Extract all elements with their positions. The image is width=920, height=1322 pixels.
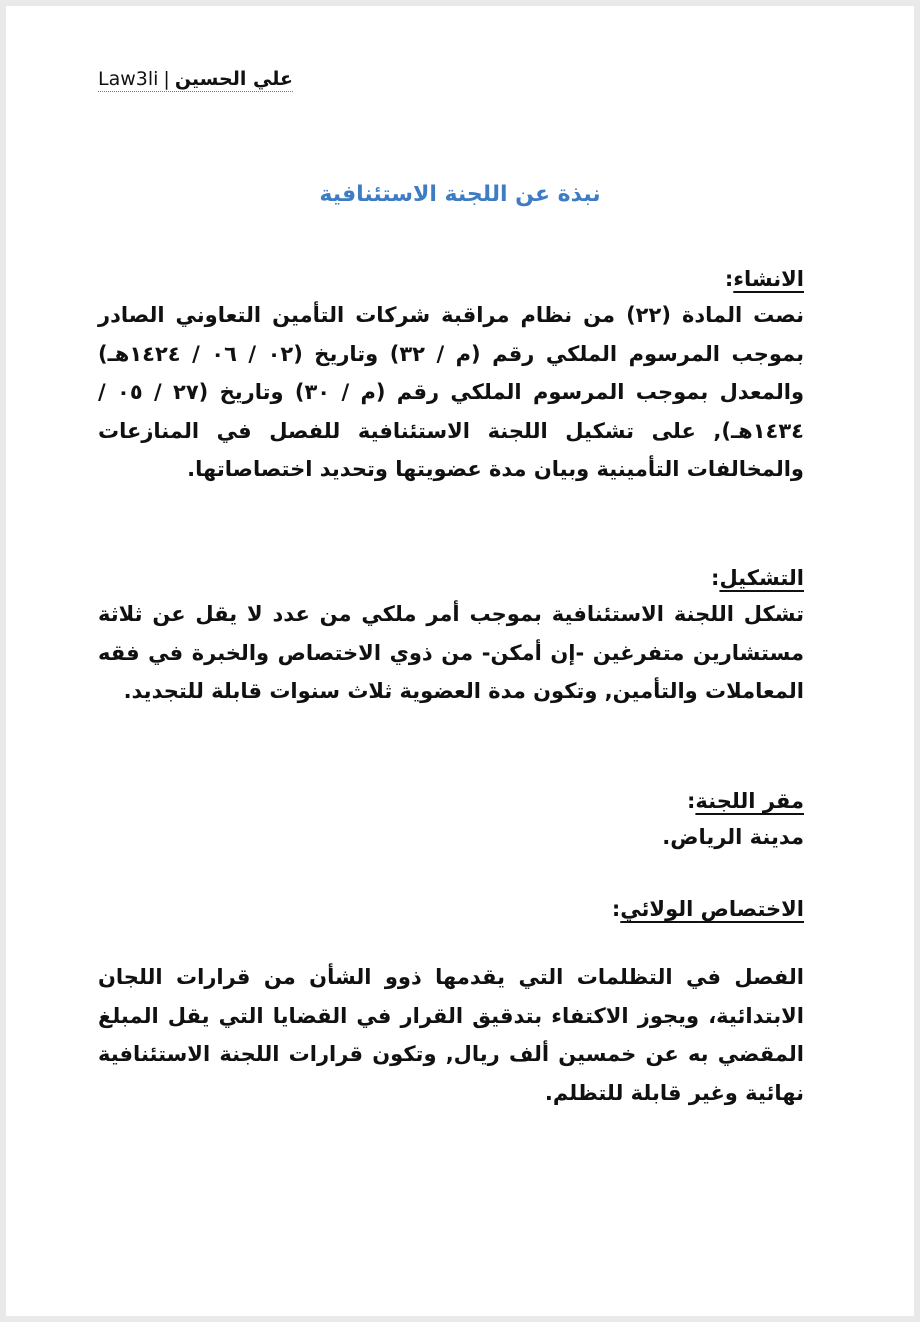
heading-colon: : bbox=[711, 566, 720, 590]
spacer bbox=[98, 926, 804, 958]
author-name: علي الحسين bbox=[174, 68, 293, 90]
section-heading bbox=[98, 561, 804, 595]
section-body: الفصل في التظلمات التي يقدمها ذوو الشأن من قرارات اللجان الابتدائية، ويجوز الاكتفاء بتدقيق القرار في القضايا التي يقل المبلغ المقضي به عن خمسين ألف ريال, وتكون قرارات اللجنة الاستئنافية نهائية وغير قابلة للتظلم. bbox=[98, 965, 804, 1105]
section-heading-text: التشكيل bbox=[719, 566, 804, 590]
heading-colon: : bbox=[687, 789, 696, 813]
section-heading-text: الاختصاص الولائي bbox=[620, 897, 804, 921]
brand-name: Law3li bbox=[98, 68, 159, 90]
section-heading bbox=[98, 784, 804, 818]
section-body: تشكل اللجنة الاستئنافية بموجب أمر ملكي من عدد لا يقل عن ثلاثة مستشارين متفرغين -إن أمكن- من ذوي الاختصاص والخبرة في فقه المعاملات والتأمين, وتكون مدة العضوية ثلاث سنوات قابلة للتجديد. bbox=[98, 602, 804, 703]
section-heading bbox=[98, 262, 804, 296]
section-heading-text: الانشاء bbox=[733, 267, 804, 291]
section-body: مدينة الرياض. bbox=[662, 825, 804, 849]
document-title: نبذة عن اللجنة الاستئنافية bbox=[319, 182, 601, 207]
heading-colon: : bbox=[724, 267, 734, 291]
section-heading bbox=[98, 892, 804, 926]
header-separator: | bbox=[163, 68, 170, 90]
section-heading-text: مقر اللجنة bbox=[695, 789, 804, 813]
section-formation bbox=[98, 561, 804, 711]
section-headquarters bbox=[98, 784, 804, 857]
section-body: نصت المادة (٢٢) من نظام مراقبة شركات التأمين التعاوني الصادر بموجب المرسوم الملكي رقم (م / ٣٢) وتاريخ (٠٢ / ٠٦ / ١٤٢٤هـ) والمعدل بموجب المرسوم الملكي رقم (م / ٣٠) وتاريخ (٢٧ / ٠٥ / ١٤٣٤هـ), على تشكيل اللجنة الاستئنافية للفصل في المنازعات والمخالفات التأمينية وبيان مدة عضويتها وتحديد اختصاصاتها. bbox=[98, 303, 804, 481]
section-establishment bbox=[98, 262, 804, 489]
document-page bbox=[6, 6, 914, 1316]
heading-colon: : bbox=[611, 897, 621, 921]
document-header bbox=[98, 68, 293, 92]
section-jurisdiction bbox=[98, 892, 804, 1112]
